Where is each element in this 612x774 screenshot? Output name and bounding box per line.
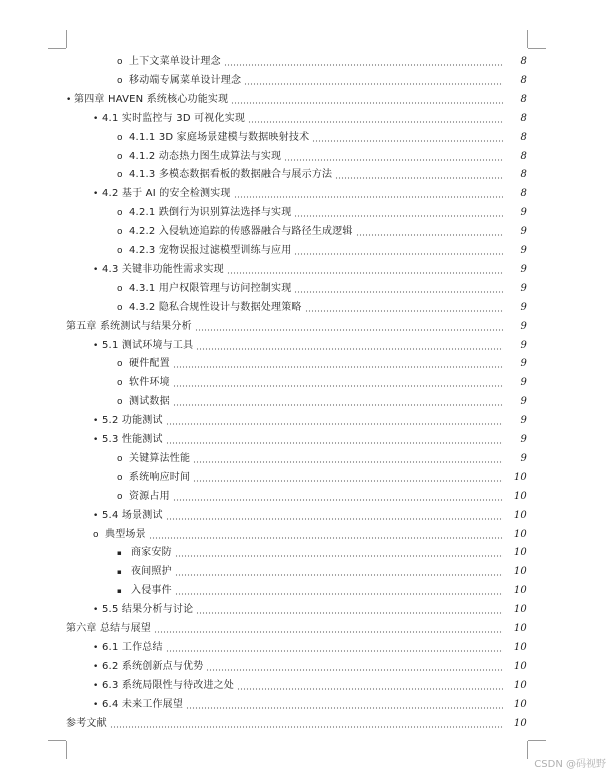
toc-entry-title: 5.1 测试环境与工具	[102, 339, 194, 351]
dot-leader	[335, 169, 503, 179]
toc-entry[interactable]	[93, 597, 527, 616]
toc-entry[interactable]	[66, 711, 527, 730]
toc-entry-title: 5.4 场景测试	[102, 509, 163, 521]
toc-page-number: 10	[513, 547, 527, 559]
circle-bullet-icon: o	[117, 151, 123, 162]
toc-entry-title: 上下文菜单设计理念	[129, 56, 221, 67]
toc-entry[interactable]	[66, 616, 527, 635]
dot-leader	[206, 661, 503, 671]
toc-entry-title: 4.2.1 跌倒行为识别算法选择与实现	[129, 207, 292, 219]
toc-entry-title: 软件环境	[129, 377, 170, 389]
toc-entry[interactable]	[66, 87, 527, 106]
dot-leader	[173, 377, 503, 387]
toc-entry-title: 5.5 结果分析与讨论	[102, 604, 194, 616]
toc-entry[interactable]	[117, 295, 527, 314]
bullet-icon: •	[93, 661, 99, 672]
dot-leader	[149, 529, 503, 539]
circle-bullet-icon: o	[117, 472, 123, 483]
crop-mark-top-left-h	[48, 48, 66, 49]
toc-entry-title: 5.2 功能测试	[102, 415, 163, 427]
bullet-icon: •	[93, 416, 99, 427]
toc-entry-title: 6.2 系统创新点与优势	[102, 660, 204, 672]
toc-page-number: 10	[513, 585, 527, 597]
crop-mark-top-left-v	[66, 30, 67, 48]
toc-entry-title: 第五章 系统测试与结果分析	[66, 320, 192, 332]
dot-leader	[173, 358, 503, 368]
dot-leader	[284, 151, 503, 161]
bullet-icon: •	[93, 699, 99, 710]
toc-entry-title: 4.1.1 3D 家庭场景建模与数据映射技术	[129, 131, 310, 143]
toc-entry[interactable]	[93, 673, 527, 692]
dot-leader	[196, 604, 503, 614]
toc-entry[interactable]	[93, 522, 527, 541]
toc-page-number: 9	[520, 245, 527, 256]
crop-mark-top-right-h	[528, 48, 546, 49]
toc-entry[interactable]	[117, 162, 527, 181]
toc-entry-title: 6.4 未来工作展望	[102, 698, 184, 710]
toc-page-number: 9	[520, 207, 527, 219]
toc-page-number: 10	[513, 698, 527, 710]
toc-entry[interactable]	[117, 389, 527, 408]
toc-entry[interactable]	[117, 144, 527, 163]
bullet-icon: •	[93, 680, 99, 691]
circle-bullet-icon: o	[117, 246, 123, 256]
toc-entry[interactable]	[117, 484, 527, 503]
toc-entry[interactable]	[93, 106, 527, 125]
toc-page-number: 9	[520, 282, 527, 294]
dot-leader	[294, 283, 503, 293]
toc-entry-title: 硬件配置	[129, 358, 170, 370]
toc-entry-title: 6.3 系统局限性与待改进之处	[102, 679, 235, 691]
toc-page-number: 9	[520, 358, 527, 370]
circle-bullet-icon: o	[117, 57, 123, 67]
dot-leader	[166, 642, 503, 652]
toc-entry-title: 第四章 HAVEN 系统核心功能实现	[74, 93, 229, 105]
toc-entry-title: 夜间照护	[131, 566, 172, 578]
circle-bullet-icon: o	[117, 170, 123, 181]
toc-page-number: 10	[513, 604, 527, 616]
toc-page-number: 10	[513, 717, 527, 729]
toc-page-number: 10	[513, 528, 527, 540]
toc-entry[interactable]	[93, 427, 527, 446]
dot-leader	[224, 56, 503, 66]
toc-entry[interactable]	[117, 370, 527, 389]
toc-entry[interactable]	[117, 540, 527, 559]
dot-leader	[175, 547, 503, 557]
circle-bullet-icon: o	[117, 359, 123, 370]
dot-leader	[294, 245, 503, 255]
toc-entry-title: 典型场景	[105, 528, 146, 540]
toc-entry[interactable]	[93, 503, 527, 522]
bullet-icon: •	[93, 642, 99, 653]
circle-bullet-icon: o	[117, 397, 123, 408]
circle-bullet-icon: o	[117, 491, 123, 502]
toc-entry-title: 参考文献	[66, 717, 107, 729]
toc-page-number: 8	[520, 93, 527, 105]
toc-page-number: 8	[520, 74, 527, 86]
toc-entry[interactable]	[117, 125, 527, 144]
dot-leader	[193, 472, 503, 482]
toc-page-number: 8	[520, 56, 527, 67]
dot-leader	[234, 188, 503, 198]
toc-entry[interactable]	[117, 238, 527, 257]
dot-leader	[166, 434, 503, 444]
toc-page-number: 9	[520, 377, 527, 389]
bullet-icon: •	[93, 264, 99, 275]
bullet-icon: •	[93, 605, 99, 616]
toc-page-number: 10	[513, 509, 527, 521]
dot-leader	[166, 510, 503, 520]
dot-leader	[110, 718, 503, 728]
toc-entry[interactable]	[117, 351, 527, 370]
dot-leader	[193, 453, 503, 463]
dot-leader	[227, 264, 503, 274]
toc-entry-title: 系统响应时间	[129, 471, 191, 483]
toc-page-number: 8	[520, 169, 527, 181]
toc-entry[interactable]	[93, 654, 527, 673]
dot-leader	[175, 585, 503, 595]
toc-entry[interactable]	[117, 68, 527, 87]
crop-mark-bottom-left-h	[48, 740, 66, 741]
bullet-icon: •	[93, 435, 99, 445]
toc-entry-title: 4.3.1 用户权限管理与访问控制实现	[129, 282, 292, 294]
dot-leader	[173, 491, 503, 501]
circle-bullet-icon: o	[117, 302, 123, 313]
toc-page-number: 9	[520, 320, 527, 332]
circle-bullet-icon: o	[117, 378, 123, 389]
toc-page-number: 9	[520, 452, 527, 464]
toc-entry[interactable]	[117, 219, 527, 238]
toc-page-number: 10	[513, 641, 527, 653]
watermark: CSDN @码视野	[534, 759, 606, 770]
circle-bullet-icon: o	[93, 529, 99, 540]
dot-leader	[312, 132, 503, 142]
toc-page-number: 8	[520, 131, 527, 143]
dot-leader	[195, 321, 503, 331]
crop-mark-bottom-right-v	[527, 741, 528, 759]
toc-page-number: 8	[520, 112, 527, 124]
dot-leader	[356, 226, 503, 236]
toc-entry-title: 4.2.3 宠物误报过滤模型训练与应用	[129, 245, 292, 256]
toc-entry-title: 第六章 总结与展望	[66, 623, 151, 634]
toc-entry-title: 4.1 实时监控与 3D 可视化实现	[102, 112, 246, 124]
dot-leader	[175, 566, 503, 576]
toc-page-number: 10	[513, 660, 527, 672]
dot-leader	[294, 207, 503, 217]
crop-mark-top-right-v	[527, 30, 528, 48]
toc-page-number: 9	[520, 226, 527, 238]
dot-leader	[173, 396, 503, 406]
toc-entry[interactable]	[117, 559, 527, 578]
toc-entry-title: 4.3 关键非功能性需求实现	[102, 263, 224, 275]
toc-entry[interactable]	[93, 692, 527, 711]
square-bullet-icon: ▪	[117, 587, 122, 596]
toc-entry-title: 6.1 工作总结	[102, 641, 163, 653]
toc-entry[interactable]	[117, 276, 527, 295]
toc-entry-title: 商家安防	[131, 547, 172, 559]
toc-page-number: 10	[513, 490, 527, 502]
toc-page-number: 10	[513, 566, 527, 578]
toc-page-number: 9	[520, 415, 527, 427]
toc-entry-title: 资源占用	[129, 490, 170, 502]
crop-mark-bottom-left-v	[66, 741, 67, 759]
toc-entry-title: 测试数据	[129, 396, 170, 408]
toc-page-number: 9	[520, 263, 527, 275]
circle-bullet-icon: o	[117, 453, 123, 464]
dot-leader	[237, 680, 503, 690]
toc-entry-title: 4.3.2 隐私合规性设计与数据处理策略	[129, 301, 302, 313]
toc-entry[interactable]	[93, 181, 527, 200]
toc-page-number: 8	[520, 188, 527, 200]
circle-bullet-icon: o	[117, 208, 123, 219]
circle-bullet-icon: o	[117, 132, 123, 143]
dot-leader	[305, 302, 503, 312]
dot-leader	[196, 340, 503, 350]
dot-leader	[231, 94, 503, 104]
toc-entry-title: 4.2 基于 AI 的安全检测实现	[102, 188, 231, 200]
toc-entry[interactable]	[117, 578, 527, 597]
circle-bullet-icon: o	[117, 283, 123, 294]
square-bullet-icon: ▪	[117, 568, 122, 577]
dot-leader	[186, 699, 503, 709]
toc-page-number: 9	[520, 396, 527, 408]
bullet-icon: •	[93, 113, 99, 124]
toc-entry[interactable]	[117, 49, 527, 68]
toc-page-number: 10	[513, 679, 527, 691]
toc-entry[interactable]	[117, 200, 527, 219]
toc-entry-title: 4.1.3 多模态数据看板的数据融合与展示方法	[129, 169, 333, 181]
toc-entry[interactable]	[93, 408, 527, 427]
toc-entry[interactable]	[93, 635, 527, 654]
toc-page-number: 10	[513, 623, 527, 634]
dot-leader	[244, 75, 503, 85]
toc-page-number: 9	[520, 339, 527, 351]
toc-entry[interactable]	[117, 465, 527, 484]
toc-entry-title: 入侵事件	[131, 585, 172, 597]
toc-entry[interactable]	[117, 446, 527, 465]
toc-entry-title: 5.3 性能测试	[102, 434, 163, 445]
bullet-icon: •	[93, 510, 99, 521]
dot-leader	[248, 113, 503, 123]
bullet-icon: •	[93, 340, 99, 351]
circle-bullet-icon: o	[117, 227, 123, 238]
toc-page-number: 9	[520, 301, 527, 313]
dot-leader	[154, 623, 503, 633]
dot-leader	[166, 415, 503, 425]
toc-page-number: 10	[513, 471, 527, 483]
crop-mark-bottom-right-h	[528, 740, 546, 741]
toc-entry-title: 移动端专属菜单设计理念	[129, 74, 242, 86]
toc-entry-title: 4.2.2 入侵轨迹追踪的传感器融合与路径生成逻辑	[129, 226, 353, 238]
circle-bullet-icon: o	[117, 75, 123, 86]
toc-page-number: 8	[520, 150, 527, 162]
square-bullet-icon: ▪	[117, 549, 122, 558]
toc-entry[interactable]	[66, 314, 527, 333]
toc-entry-title: 4.1.2 动态热力图生成算法与实现	[129, 150, 282, 162]
toc-entry[interactable]	[93, 257, 527, 276]
toc-page-number: 9	[520, 434, 527, 445]
toc-entry[interactable]	[93, 333, 527, 352]
bullet-icon: •	[93, 189, 99, 200]
bullet-icon: •	[66, 94, 72, 105]
toc-entry-title: 关键算法性能	[129, 452, 191, 464]
